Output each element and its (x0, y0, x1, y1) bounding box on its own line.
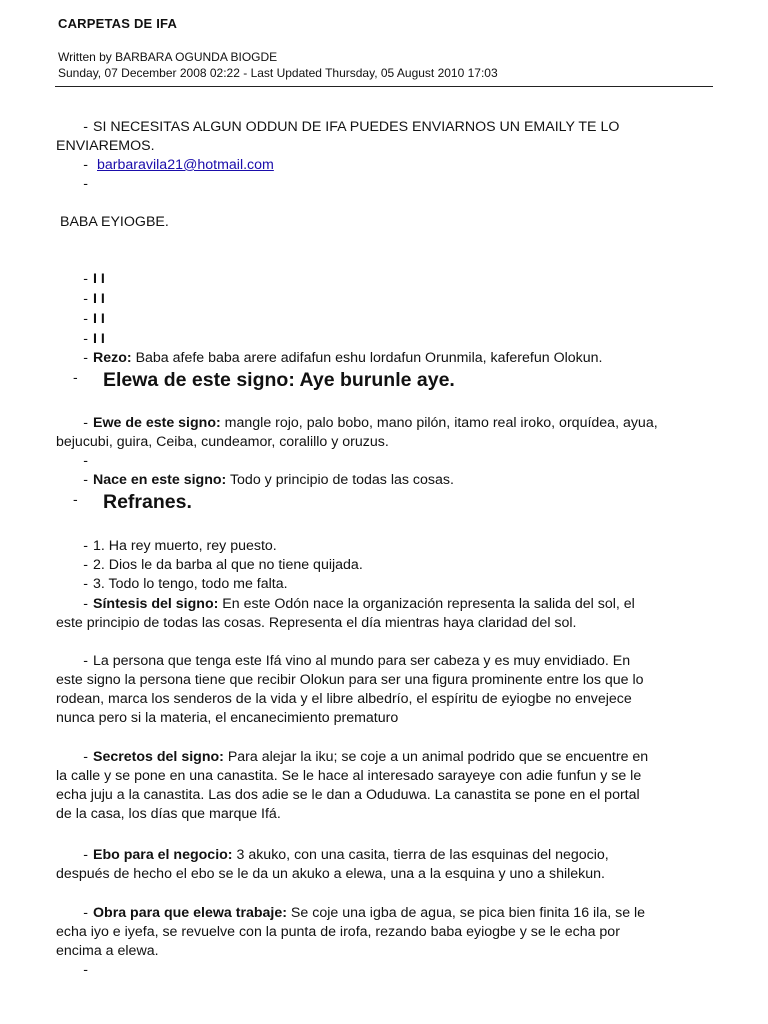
secretos-line-continued: de la casa, los días que marque Ifá. (56, 806, 281, 822)
secretos-line-continued: echa juju a la canastita. Las dos adie se le dan a Oduduwa. La canastita se pone en el portal (56, 787, 640, 803)
mark-line: - I I (83, 311, 105, 327)
email-link[interactable]: barbaravila21@hotmail.com (97, 157, 274, 173)
refranes-heading: Refranes. (103, 491, 192, 513)
sintesis-line: - Síntesis del signo: En este Odón nace la organización representa la salida del sol, el (83, 596, 635, 612)
mark-line: - I I (83, 291, 105, 307)
nace-line: - Nace en este signo: Todo y principio de todas las cosas. (83, 472, 454, 488)
obra-line-continued: encima a elewa. (56, 943, 159, 959)
author-line: Written by BARBARA OGUNDA BIOGDE (58, 50, 278, 64)
empty-bullet: - (83, 962, 88, 978)
mark-line: - I I (83, 271, 105, 287)
persona-line: - La persona que tenga este Ifá vino al mundo para ser cabeza y es muy envidiado. En (83, 653, 631, 669)
elewa-heading: Elewa de este signo: Aye burunle aye. (103, 369, 455, 391)
document-title: CARPETAS DE IFA (58, 16, 178, 31)
refran-item: - 1. Ha rey muerto, rey puesto. (83, 538, 277, 554)
intro-line-continued: ENVIAREMOS. (56, 138, 155, 154)
ebo-line: - Ebo para el negocio: 3 akuko, con una casita, tierra de las esquinas del negocio, (83, 847, 609, 863)
persona-line-continued: este signo la persona tiene que recibir Olokun para ser una figura prominente entre los que lo (56, 672, 644, 688)
date-line: Sunday, 07 December 2008 02:22 - Last Updated Thursday, 05 August 2010 17:03 (58, 66, 498, 80)
mark-line: - I I (83, 331, 105, 347)
refranes-line: - Refranes. (73, 491, 192, 513)
header-divider (55, 86, 713, 87)
refran-item: - 3. Todo lo tengo, todo me falta. (83, 576, 288, 592)
baba-heading: BABA EYIOGBE. (60, 214, 169, 230)
ebo-line-continued: después de hecho el ebo se le da un akuko a elewa, una a la esquina y uno a shilekun. (56, 866, 605, 882)
sintesis-line-continued: este principio de todas las cosas. Representa el día mientras haya claridad del sol. (56, 615, 577, 631)
empty-bullet: - (83, 176, 88, 192)
ewe-line-continued: bejucubi, guira, Ceiba, cundeamor, coralillo y oruzus. (56, 434, 389, 450)
persona-line-continued: nunca pero si la materia, el encanecimiento prematuro (56, 710, 399, 726)
intro-line: - SI NECESITAS ALGUN ODDUN DE IFA PUEDES ENVIARNOS UN EMAILY TE LO (83, 119, 620, 135)
refran-item: - 2. Dios le da barba al que no tiene quijada. (83, 557, 363, 573)
secretos-line: - Secretos del signo: Para alejar la iku; se coje a un animal podrido que se encuentre en (83, 749, 649, 765)
empty-bullet: - (83, 453, 88, 469)
ewe-line: - Ewe de este signo: mangle rojo, palo bobo, mano pilón, itamo real iroko, orquídea, ayua, (83, 415, 658, 431)
persona-line-continued: rodean, marca los senderos de la vida y el libre albedrío, el espíritu de eyiogbe no envejece (56, 691, 632, 707)
obra-line: - Obra para que elewa trabaje: Se coje una igba de agua, se pica bien finita 16 ila, se le (83, 905, 646, 921)
secretos-line-continued: la calle y se pone en una canastita. Se le hace al interesado sarayeye con adie funfun y se le (56, 768, 642, 784)
rezo-line: - Rezo: Baba afefe baba arere adifafun eshu lordafun Orunmila, kaferefun Olokun. (83, 350, 603, 366)
obra-line-continued: echa iyo e iyefa, se revuelve con la punta de irofa, rezando baba eyiogbe y se le echa por (56, 924, 620, 940)
email-line: - barbaravila21@hotmail.com (83, 157, 274, 173)
elewa-line: - Elewa de este signo: Aye burunle aye. (73, 369, 455, 391)
